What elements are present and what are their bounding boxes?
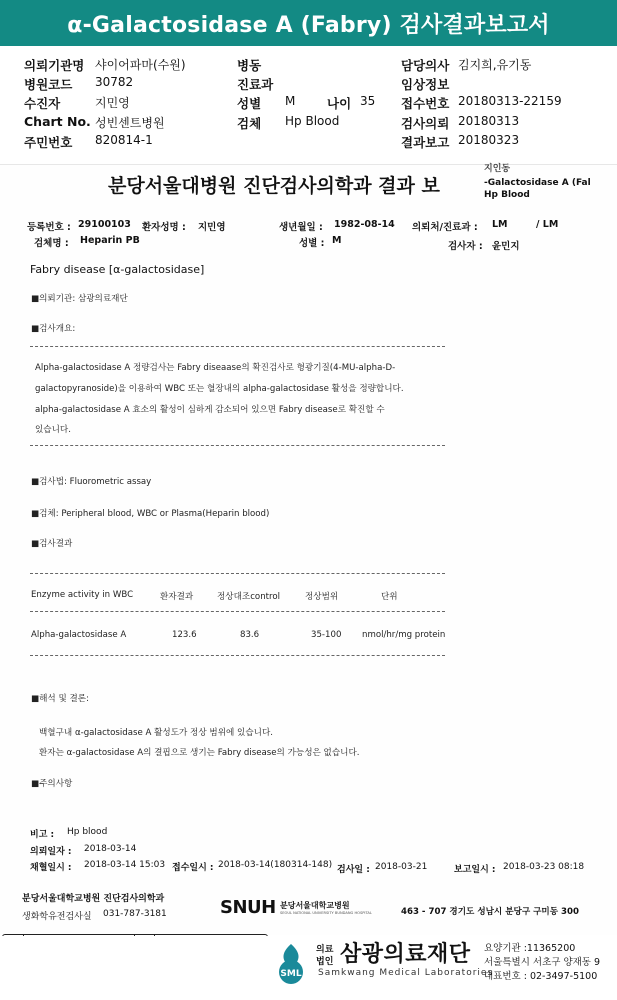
report-value: 20180323 <box>458 133 520 147</box>
resident-value: 820814-1 <box>95 133 153 147</box>
clinical-label: 임상정보 <box>401 77 450 92</box>
examiner-value: 윤민지 <box>492 241 520 252</box>
interp-line-1: 백혈구내 α-galactosidase A 활성도가 정상 범위에 있습니다. <box>39 728 273 738</box>
col-unit: 단위 <box>381 592 398 602</box>
corp-name-en: Samkwang Medical Laboratories <box>318 968 494 978</box>
col-patient: 환자결과 <box>160 592 194 602</box>
report-date-label: 보고일시 : <box>454 865 496 875</box>
snuh-en: SEOUL NATIONAL UNIVERSITY BUNDANG HOSPITAL <box>280 911 372 915</box>
receipt-value: 20180313-22159 <box>458 94 562 108</box>
row-unit: nmol/hr/mg protein <box>362 630 446 640</box>
req-date-value: 2018-03-14 <box>84 844 137 854</box>
ward-label: 병동 <box>237 58 262 73</box>
chart-label: Chart No. <box>24 114 91 129</box>
request-label: 검사의뢰 <box>401 116 450 131</box>
dept-name: 분당서울대학교병원 진단검사의학과 <box>22 894 165 904</box>
dept-label: 진료과 <box>237 77 274 92</box>
referrer-value: LM <box>492 219 508 230</box>
interp-line-2: 환자는 α-galactosidase A의 결핍으로 생기는 Fabry disease의 가능성은 없습니다. <box>39 748 360 758</box>
divider <box>30 346 445 347</box>
sex-label: 성별 <box>237 96 262 111</box>
row-control: 83.6 <box>240 630 260 640</box>
dob-value: 1982-08-14 <box>334 219 395 230</box>
snuh-kr: 분당서울대학교병원 <box>280 901 350 910</box>
scan-corner-top: 지인동 <box>484 164 511 174</box>
corp-small-2: 법인 <box>316 957 334 967</box>
lab-footer <box>0 936 617 1000</box>
corp-name: 삼광의료재단 <box>340 942 471 967</box>
care-code: 요양기관 :11365200 <box>484 943 576 954</box>
overview-line-4: 있습니다. <box>35 425 71 435</box>
report-meta <box>0 48 617 162</box>
institution-value: 샤이어파마(수원) <box>95 58 186 72</box>
age-label: 나이 <box>327 96 352 111</box>
scan-corner-line2: Hp Blood <box>484 190 530 200</box>
patient-label: 환자성명 : <box>142 222 186 233</box>
accept-value: 2018-03-14(180314-148) <box>218 860 333 870</box>
patient-value: 지민영 <box>198 222 226 233</box>
caution-heading: ■주의사항 <box>31 779 73 789</box>
scan-sex-label: 성별 : <box>299 238 325 249</box>
code-label: 병원코드 <box>24 77 73 92</box>
row-range: 35-100 <box>311 630 342 640</box>
request-value: 20180313 <box>458 114 520 128</box>
reg-value: 29100103 <box>78 219 131 230</box>
row-patient: 123.6 <box>172 630 197 640</box>
scan-corner-line1: -Galactosidase A (Fal <box>484 178 591 188</box>
col-range: 정상범위 <box>305 592 339 602</box>
chart-value: 성빈센트병원 <box>95 116 165 130</box>
scan-specimen-value: Heparin PB <box>80 235 140 246</box>
note-label: 비고 : <box>30 830 55 840</box>
referrer-value-2: / LM <box>536 219 559 230</box>
divider <box>30 573 445 574</box>
report-title: α-Galactosidase A (Fabry) 검사결과보고서 <box>0 0 617 46</box>
interp-heading: ■해석 및 결론: <box>31 694 89 704</box>
lab-phone: 031-787-3181 <box>103 909 167 919</box>
referrer-label: 의뢰처/진료과 : <box>412 222 478 233</box>
scan-header: 분당서울대병원 진단검사의학과 결과 보 <box>108 175 440 197</box>
result-heading: ■검사결과 <box>31 539 73 549</box>
hospital-address: 463 - 707 경기도 성남시 분당구 구미동 300 <box>401 907 579 917</box>
snuh-logo: SNUH <box>220 897 276 918</box>
collector-value: 지민영 <box>95 96 130 110</box>
row-name: Alpha-galactosidase A <box>31 630 127 640</box>
divider <box>30 611 445 612</box>
resident-label: 주민번호 <box>24 135 73 150</box>
collect-value: 2018-03-14 15:03 <box>84 860 166 870</box>
age-value: 35 <box>360 94 376 108</box>
divider <box>30 655 445 656</box>
test-date-value: 2018-03-21 <box>375 862 428 872</box>
method-line: ■검사법: Fluorometric assay <box>31 477 152 487</box>
sml-logo-text: SML <box>280 969 302 979</box>
overview-heading: ■검사개요: <box>31 324 76 334</box>
req-date-label: 의뢰일자 : <box>30 847 72 857</box>
institution-label: 의뢰기관명 <box>24 58 85 73</box>
collect-label: 채혈일시 : <box>30 863 72 873</box>
corp-phone: 대표번호 : 02-3497-5100 <box>484 971 598 982</box>
corp-address: 서울특별시 서초구 양재동 9 <box>484 957 601 968</box>
sml-logo-icon <box>272 942 310 986</box>
overview-line-1: Alpha-galactosidase A 정량검사는 Fabry diseaase의 확진검사로 형광기질(4-MU-alpha-D- <box>35 363 396 373</box>
dob-label: 생년월일 : <box>279 222 323 233</box>
scan-specimen-label: 검체명 : <box>34 238 69 249</box>
overview-line-2: galactopyranoside)을 이용하여 WBC 또는 혈장내의 alpha-galactosidase 활성을 정량합니다. <box>35 384 404 394</box>
receipt-label: 접수번호 <box>401 96 450 111</box>
divider <box>30 445 445 446</box>
lab-name: 생화학유전검사실 <box>22 912 92 922</box>
test-date-label: 검사일 : <box>337 865 370 875</box>
inst-line: ■의뢰기관: 삼광의료재단 <box>31 294 128 304</box>
collector-label: 수진자 <box>24 96 61 111</box>
sex-value: M <box>285 94 296 108</box>
examiner-label: 검사자 : <box>448 241 483 252</box>
accept-label: 접수일시 : <box>172 863 214 873</box>
code-value: 30782 <box>95 75 134 89</box>
report-date-value: 2018-03-23 08:18 <box>503 862 585 872</box>
corp-small-1: 의료 <box>316 945 334 955</box>
note-value: Hp blood <box>67 827 108 837</box>
test-title: Fabry disease [α-galactosidase] <box>30 263 205 276</box>
reg-label: 등록번호 : <box>27 222 71 233</box>
scanned-report <box>0 164 617 935</box>
specimen-label: 검체 <box>237 116 262 131</box>
doctor-label: 담당의사 <box>401 58 450 73</box>
doctor-value: 김지희,유기동 <box>458 58 532 72</box>
specimen-line: ■검체: Peripheral blood, WBC or Plasma(Heparin blood) <box>31 509 270 519</box>
overview-line-3: alpha-galactosidase A 효소의 활성이 심하게 감소되어 있으면 Fabry disease로 확진할 수 <box>35 405 385 415</box>
col-control: 정상대조control <box>217 592 280 602</box>
col-enzyme: Enzyme activity in WBC <box>31 590 134 600</box>
report-label: 결과보고 <box>401 135 450 150</box>
scan-sex-value: M <box>332 235 342 246</box>
specimen-value: Hp Blood <box>285 114 340 128</box>
